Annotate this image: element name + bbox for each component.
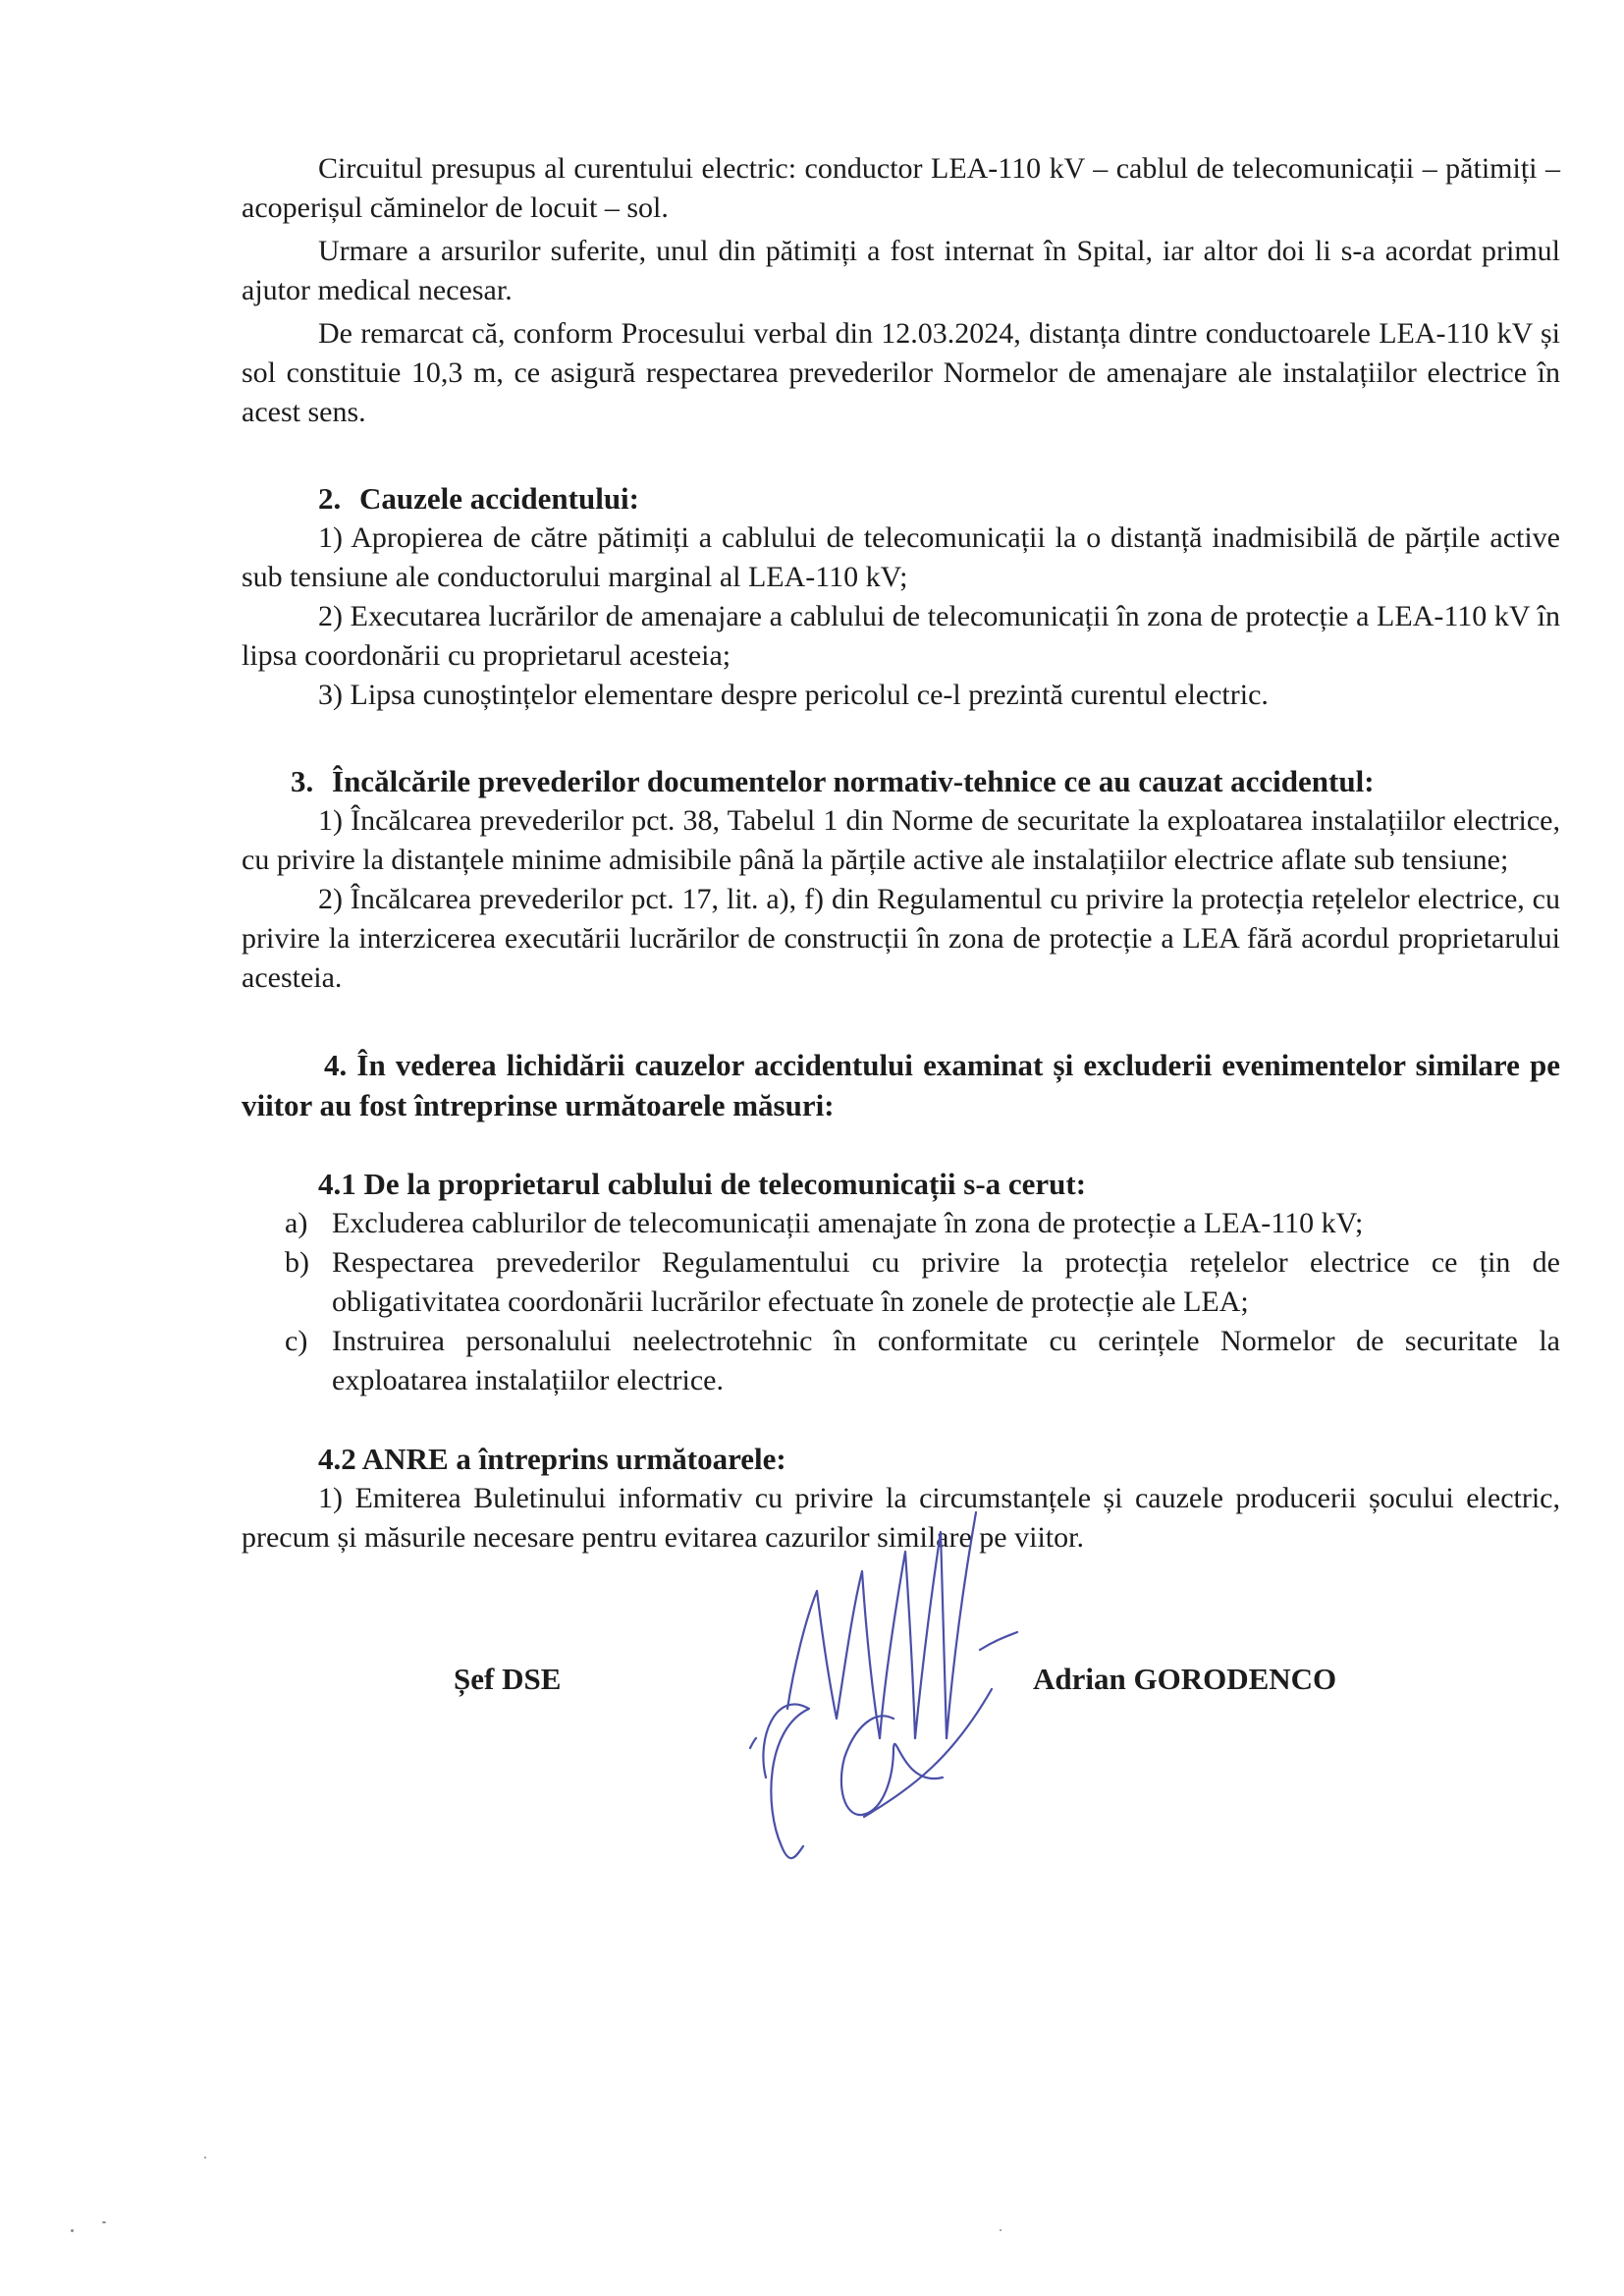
- list-item-letter: b): [285, 1246, 309, 1279]
- signatory-name: Adrian GORODENCO: [1033, 1662, 1337, 1696]
- scan-speck: [1000, 2229, 1001, 2231]
- section-2-heading: [242, 479, 1560, 519]
- list-item-text: Respectarea prevederilor Regulamentului cu privire la protecția rețelelor electrice ce țin de obligativitatea coordonării lucrărilor efectuate în zonele de protecție ale LEA;: [332, 1246, 1560, 1318]
- signatory-position: Șef DSE: [454, 1662, 562, 1696]
- scan-speck: [102, 2221, 106, 2223]
- list-item-letter: c): [285, 1325, 308, 1357]
- section-2-item-1: 1) Apropierea de către pătimiți a cablului de telecomunicații la o distanță inadmisibilă de părțile active sub tensiune ale conductorului marginal al LEA-110 kV;: [242, 521, 1560, 593]
- section-3-title: Încălcările prevederilor documentelor normativ-tehnice ce au cauzat accidentul:: [332, 764, 1375, 798]
- handwritten-signature: [746, 1493, 1060, 1866]
- intro-paragraph-2: Urmare a arsurilor suferite, unul din pătimiți a fost internat în Spital, iar altor doi li s-a acordat primul ajutor medical necesar.: [242, 235, 1560, 306]
- section-2-item-3: 3) Lipsa cunoștințelor elementare despre pericolul ce-l prezintă curentul electric.: [318, 679, 1269, 711]
- section-3-number: 3.: [291, 764, 314, 798]
- section-3-item-2: 2) Încălcarea prevederilor pct. 17, lit. a), f) din Regulamentul cu privire la protecția rețelelor electrice, cu privire la interzicerea executării lucrărilor de construcții în zona de protecție a LEA fără acordul proprietarului acesteia.: [242, 883, 1560, 994]
- intro-paragraph-1: Circuitul presupus al curentului electric: conductor LEA-110 kV – cablul de telecomunicații – pătimiți – acoperișul căminelor de locuit – sol.: [242, 152, 1560, 224]
- list-item: [242, 1204, 1560, 1243]
- list-item-text: Instruirea personalului neelectrotehnic în conformitate cu cerințele Normelor de securitate la exploatarea instalațiilor electrice.: [332, 1325, 1560, 1396]
- list-item: [242, 1243, 1560, 1322]
- section-4-2-heading: 4.2 ANRE a întreprins următoarele:: [318, 1442, 786, 1476]
- section-4-2-item-1: 1) Emiterea Buletinului informativ cu privire la circumstanțele și cauzele producerii șocului electric, precum și măsurile necesare pentru evitarea cazurilor similare pe viitor.: [242, 1482, 1560, 1554]
- section-3-heading: [242, 762, 1560, 801]
- list-item-letter: a): [285, 1207, 308, 1239]
- section-4-1-heading: 4.1 De la proprietarul cablului de telecomunicații s-a cerut:: [318, 1167, 1087, 1201]
- section-2-title: Cauzele accidentului:: [359, 481, 639, 516]
- section-2-item-2: 2) Executarea lucrărilor de amenajare a cablului de telecomunicații în zona de protecție a LEA-110 kV în lipsa coordonării cu proprietarul acesteia;: [242, 600, 1560, 672]
- list-item-text: Excluderea cablurilor de telecomunicații amenajate în zona de protecție a LEA-110 kV;: [332, 1207, 1364, 1239]
- scan-speck: [71, 2229, 74, 2232]
- section-3-item-1: 1) Încălcarea prevederilor pct. 38, Tabelul 1 din Norme de securitate la exploatarea instalațiilor electrice, cu privire la distanțele minime admisibile până la părțile active ale instalațiilor electrice aflate sub tensiune;: [242, 804, 1560, 876]
- list-item: [242, 1322, 1560, 1400]
- scan-speck: [204, 2157, 206, 2159]
- section-2-number: 2.: [318, 481, 342, 516]
- section-4-heading: 4. În vederea lichidării cauzelor accidentului examinat și excluderii evenimentelor similare pe viitor au fost întreprinse următoarele măsuri:: [242, 1048, 1560, 1122]
- document-body: [242, 149, 1560, 1558]
- intro-paragraph-3: De remarcat că, conform Procesului verbal din 12.03.2024, distanța dintre conductoarele LEA-110 kV și sol constituie 10,3 m, ce asigură respectarea prevederilor Normelor de amenajare ale instalațiilor electrice în acest sens.: [242, 317, 1560, 428]
